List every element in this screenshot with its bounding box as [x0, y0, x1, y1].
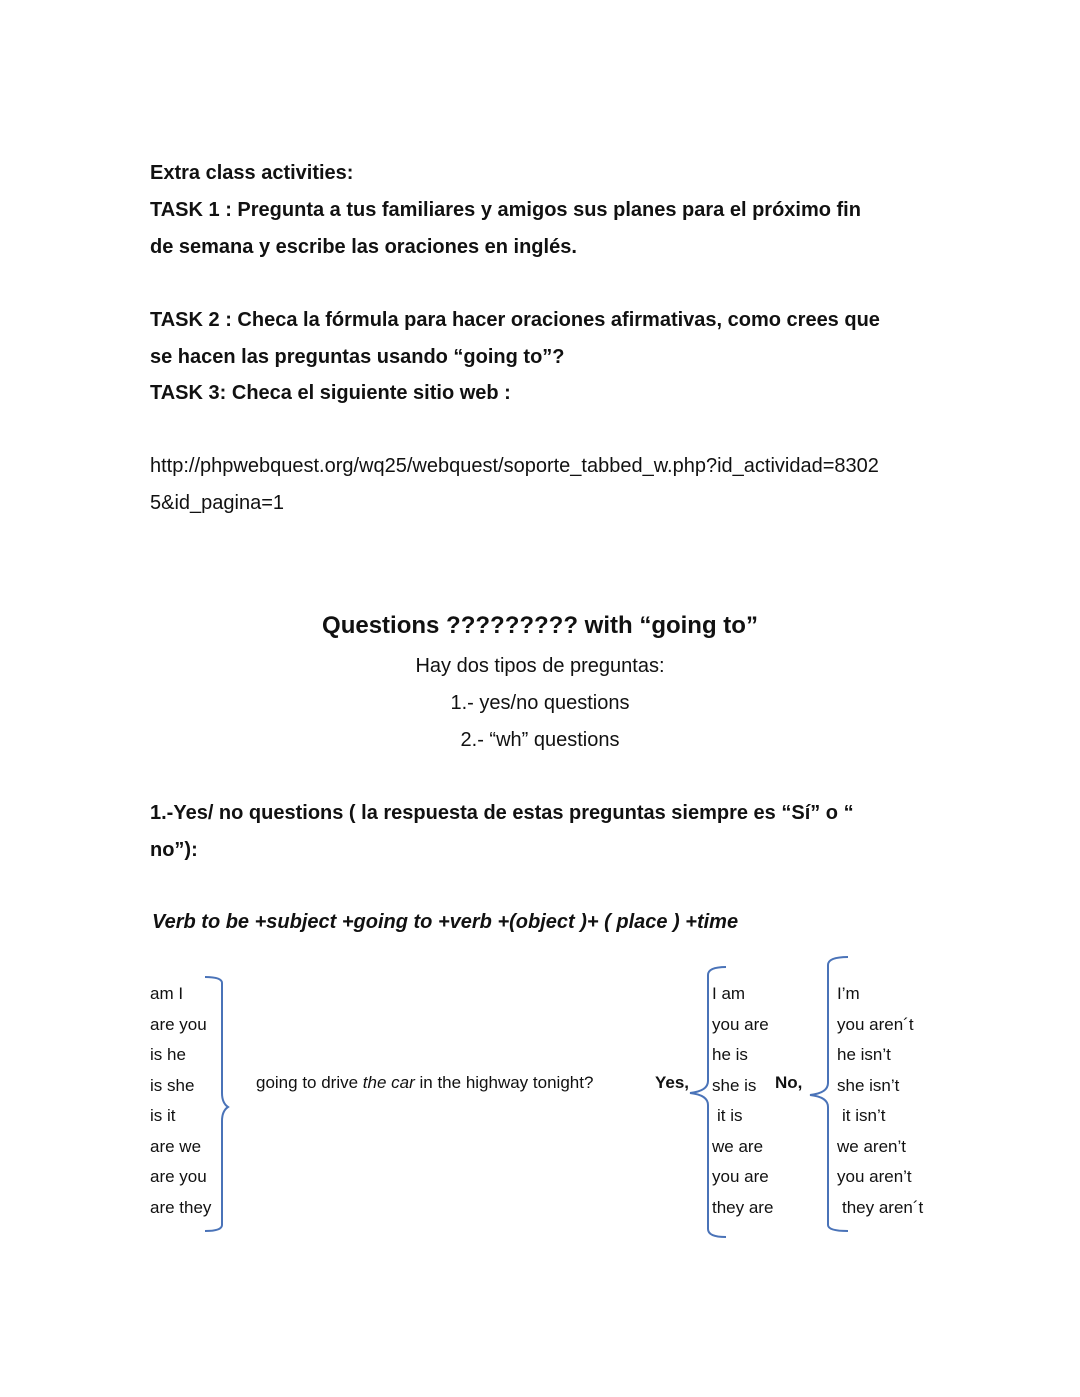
negative-item: you aren´t	[837, 1014, 914, 1034]
negative-item: we aren’t	[837, 1136, 906, 1156]
negative-item: you aren’t	[837, 1167, 912, 1186]
task1-line2: de semana y escribe las oraciones en inglés.	[150, 236, 577, 258]
subjects-bracket	[200, 975, 230, 1235]
subject-item: are we	[150, 1136, 202, 1156]
yes-label: Yes,	[655, 1073, 690, 1092]
subject-item: is he	[150, 1045, 186, 1064]
questions-intro: Hay dos tipos de preguntas:	[415, 655, 665, 677]
task1-label: TASK 1 :	[150, 199, 232, 221]
task2-text: Checa la fórmula para hacer oraciones afirmativas, como crees que	[237, 309, 880, 331]
subject-item: am I	[150, 984, 184, 1003]
affirmative-item: he is	[712, 1045, 748, 1064]
task1-line1	[150, 199, 861, 222]
affirmative-item: we are	[712, 1136, 764, 1156]
question-type-2: 2.- “wh” questions	[460, 729, 620, 751]
negatives-column	[837, 982, 923, 1226]
questions-title: Questions ????????? with “going to”	[322, 612, 758, 639]
sentence-part1: going to drive	[256, 1073, 363, 1092]
url-line1[interactable]: http://phpwebquest.org/wq25/webquest/soporte_tabbed_w.php?id_actividad=8302	[150, 455, 879, 477]
subject-item: are you	[150, 1167, 207, 1186]
task2-line2: se hacen las preguntas usando “going to”?	[150, 346, 565, 368]
subject-item: are you	[150, 1014, 207, 1034]
affirmatives-column	[712, 982, 773, 1226]
negative-item: I’m	[837, 984, 860, 1003]
task2-line1	[150, 309, 880, 332]
subject-item: are they	[150, 1197, 212, 1217]
affirmative-item: it is	[717, 1106, 743, 1125]
sentence-part2: in the highway tonight?	[414, 1073, 594, 1092]
subject-item: is it	[150, 1106, 176, 1125]
affirmative-item: they are	[712, 1197, 774, 1217]
formula: Verb to be +subject +going to +verb +(object )+ ( place ) +time	[152, 911, 739, 933]
no-label: No,	[775, 1073, 803, 1092]
task1-text: Pregunta a tus familiares y amigos sus planes para el próximo fin	[237, 199, 861, 221]
negative-item: they aren´t	[842, 1197, 924, 1217]
subject-item: is she	[150, 1075, 195, 1095]
negative-item: it isn’t	[842, 1106, 886, 1125]
extra-activities-title: Extra class activities:	[150, 162, 354, 184]
affirmative-item: you are	[712, 1167, 769, 1186]
task3-line	[150, 382, 511, 405]
negative-item: she isn’t	[837, 1075, 900, 1095]
task3-text: Checa el siguiente sitio web :	[231, 382, 511, 404]
sentence-object: the car	[362, 1073, 415, 1092]
sentence	[256, 1073, 593, 1093]
yesno-heading-line2: no”):	[150, 839, 198, 861]
question-type-1: 1.- yes/no questions	[450, 692, 630, 714]
negative-item: he isn’t	[837, 1045, 891, 1064]
task2-label: TASK 2 :	[150, 309, 232, 331]
yesno-heading-line1: 1.-Yes/ no questions ( la respuesta de estas preguntas siempre es “Sí” o “	[150, 802, 854, 824]
url-line2[interactable]: 5&id_pagina=1	[150, 492, 285, 514]
affirmative-item: I am	[712, 984, 746, 1003]
affirmative-item: you are	[712, 1014, 769, 1034]
task3-label: TASK 3:	[150, 382, 227, 404]
affirmative-item: she is	[712, 1075, 757, 1095]
